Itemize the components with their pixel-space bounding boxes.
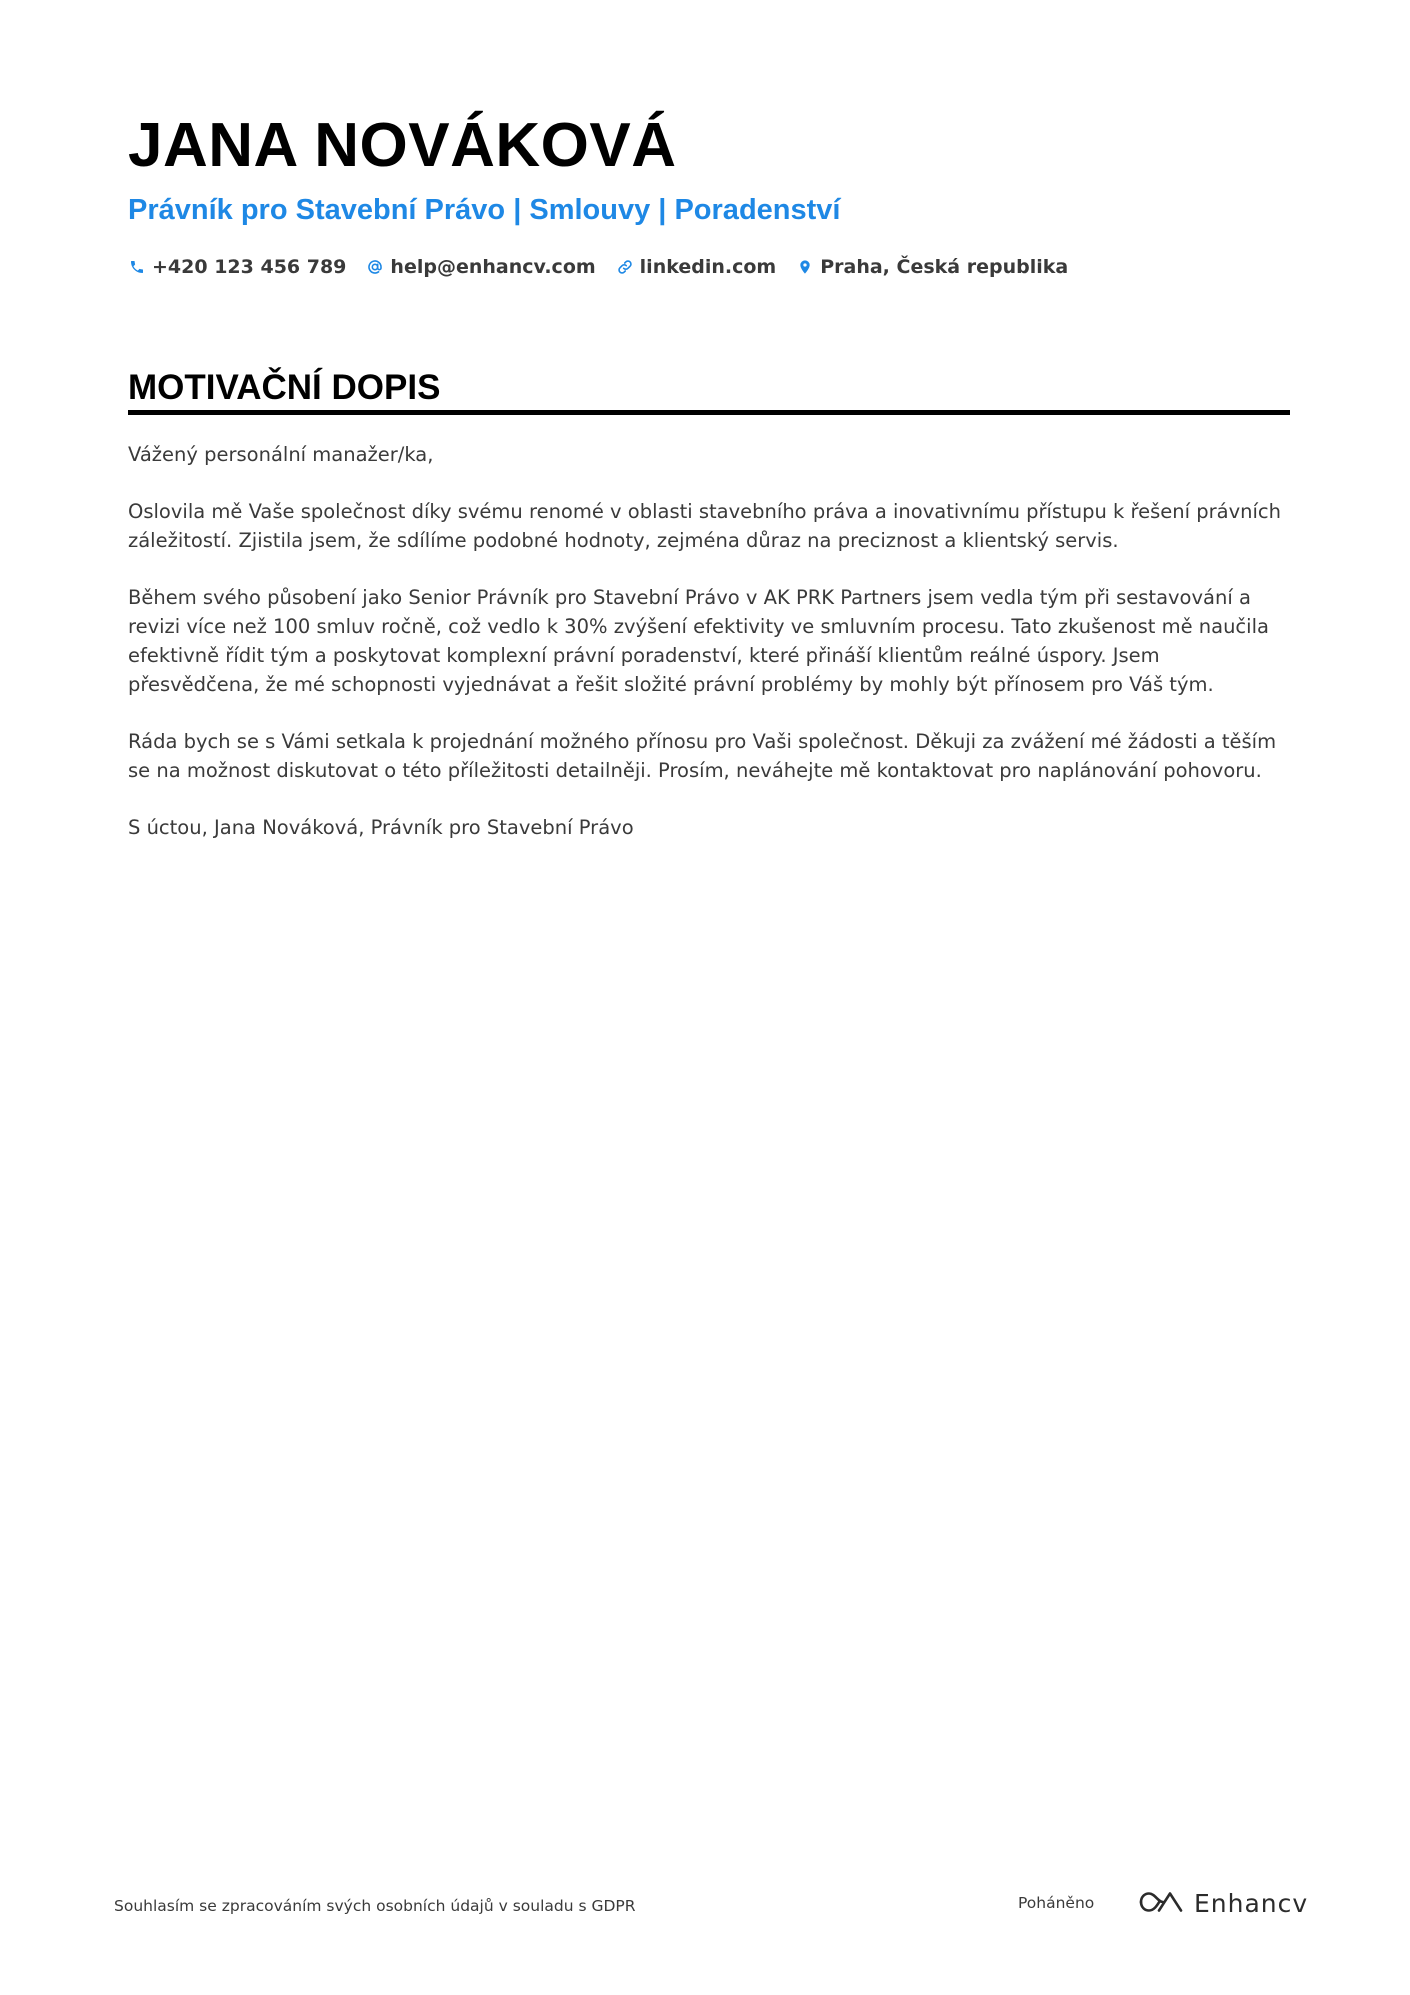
candidate-name: JANA NOVÁKOVÁ — [128, 111, 677, 180]
at-sign-icon — [366, 258, 384, 276]
enhancv-logo-icon — [1138, 1889, 1184, 1920]
section-title: MOTIVAČNÍ DOPIS — [128, 368, 441, 407]
letter-paragraph: Oslovila mě Vaše společnost díky svému renomé v oblasti stavebního práva a inovativnímu přístupu k řešení právních záležitostí. Zjistila jsem, že sdílíme podobné hodnoty, zejména důraz na preciznost a klientský servis. — [128, 500, 1281, 552]
brand-name: Enhancv — [1194, 1889, 1309, 1918]
letter-closing: S úctou, Jana Nováková, Právník pro Stavební Právo — [128, 816, 634, 839]
powered-by-label: Poháněno — [1018, 1894, 1095, 1912]
letter-paragraph: Ráda bych se s Vámi setkala k projednání možného přínosu pro Vaši společnost. Děkuji za zvážení mé žádosti a těším se na možnost diskutovat o této příležitosti detailněji. Prosím, neváhejte mě kontaktovat pro naplánování pohovoru. — [128, 730, 1277, 782]
location-pin-icon — [796, 258, 814, 276]
email-address[interactable]: help@enhancv.com — [390, 256, 596, 278]
contact-email[interactable] — [366, 253, 595, 281]
link-icon — [616, 258, 634, 276]
contact-linkedin[interactable] — [616, 253, 777, 281]
section-divider — [128, 410, 1290, 415]
contact-location — [796, 253, 1068, 281]
letter-body — [128, 440, 1290, 870]
contact-phone — [128, 253, 346, 281]
letter-paragraph: Během svého působení jako Senior Právník pro Stavební Právo v AK PRK Partners jsem vedla tým při sestavování a revizi více než 100 smluv ročně, což vedlo k 30% zvýšení efektivity ve smluvním procesu. Tato zkušenost mě naučila efektivně řídit tým a poskytovat komplexní právní poradenství, které přináší klientům reálné úspory. Jsem přesvědčena, že mé schopnosti vyjednávat a řešit složité právní problémy by mohly být přínosem pro Váš tým. — [128, 586, 1269, 696]
gdpr-consent-note: Souhlasím se zpracováním svých osobních údajů v souladu s GDPR — [114, 1897, 636, 1915]
phone-number: +420 123 456 789 — [152, 256, 347, 278]
enhancv-brand[interactable] — [1138, 1888, 1308, 1920]
letter-salutation: Vážený personální manažer/ka, — [128, 443, 434, 466]
candidate-headline: Právník pro Stavební Právo | Smlouvy | Poradenství — [128, 194, 841, 226]
contact-bar — [128, 253, 1068, 281]
phone-icon — [128, 258, 146, 276]
linkedin-link[interactable]: linkedin.com — [639, 256, 777, 278]
location-text: Praha, Česká republika — [820, 256, 1069, 278]
